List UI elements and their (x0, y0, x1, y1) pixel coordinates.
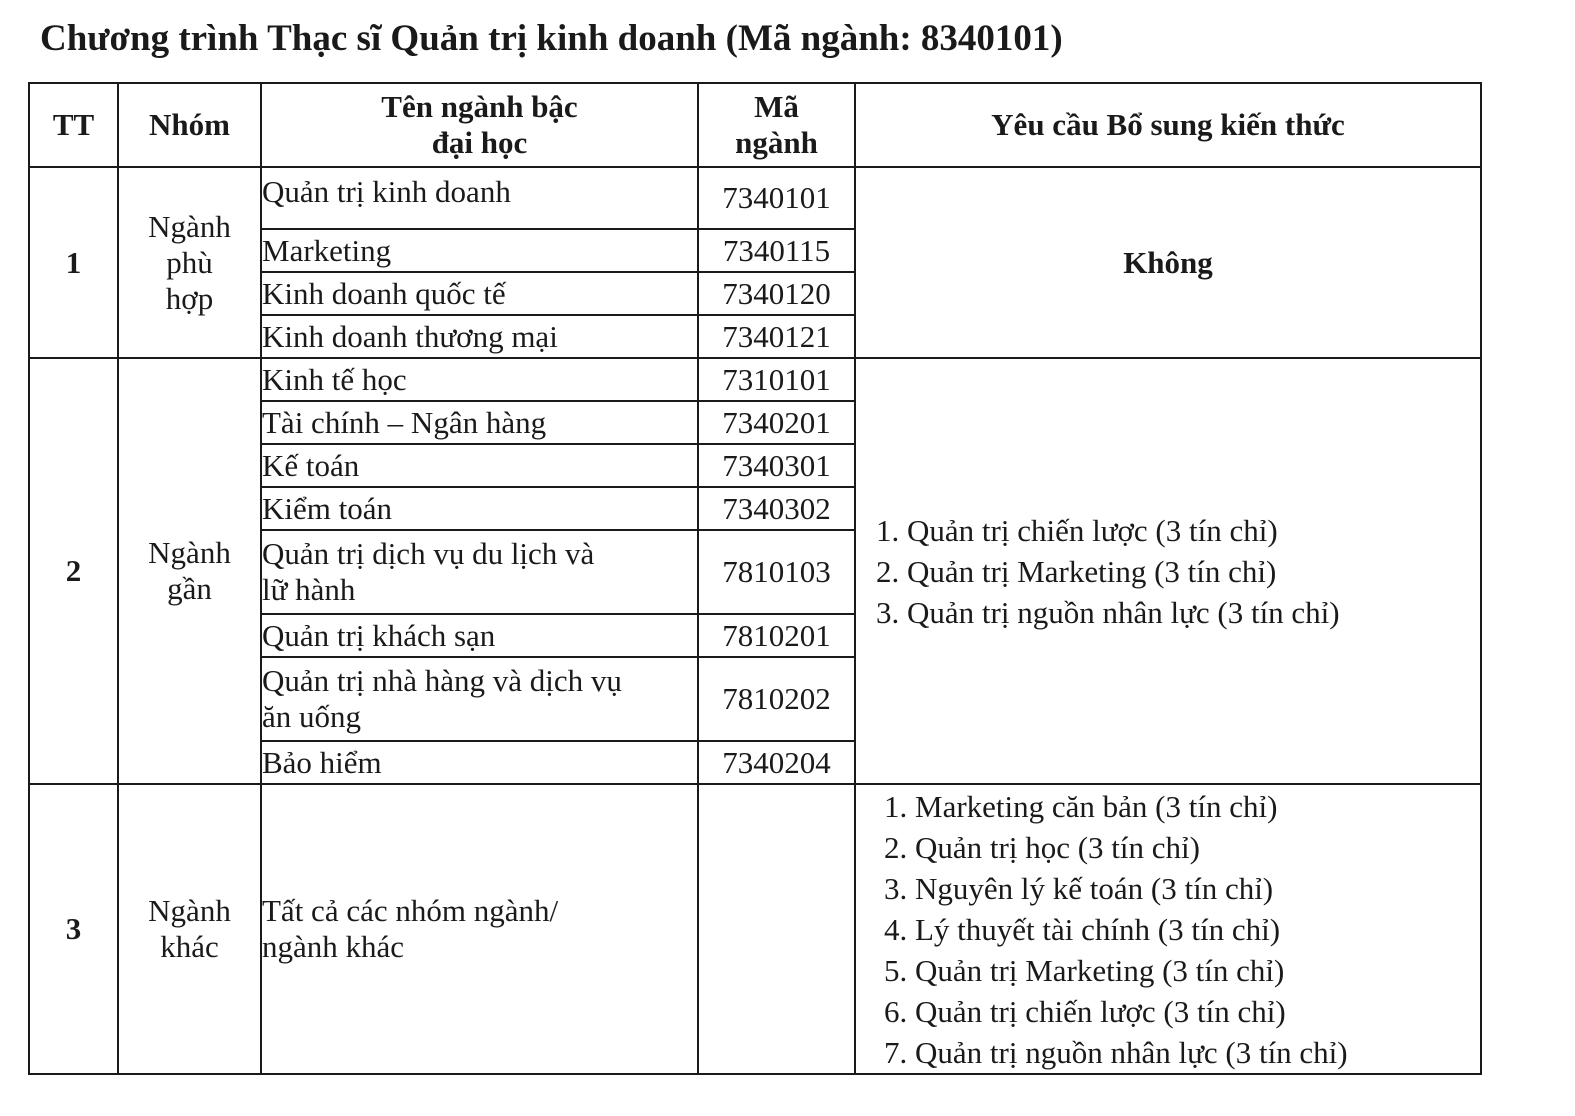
group-name-line: Ngành (148, 208, 231, 244)
requirement-item: 3. Nguyên lý kế toán (3 tín chỉ) (884, 870, 1274, 906)
major-code: 7340121 (698, 315, 855, 358)
header-code (698, 83, 855, 167)
header-tt: TT (29, 83, 118, 167)
requirement-list (855, 784, 1481, 1074)
requirement-none: Không (855, 167, 1481, 358)
table-row (29, 784, 1481, 1074)
header-code-line: ngành (735, 125, 818, 160)
major-code: 7810202 (698, 657, 855, 741)
requirement-item: 6. Quản trị chiến lược (3 tín chỉ) (884, 993, 1286, 1029)
requirement-item: 2. Quản trị Marketing (3 tín chỉ) (876, 553, 1277, 589)
header-major-line: Tên ngành bậc (381, 89, 578, 124)
major-name: Kinh doanh quốc tế (261, 272, 698, 315)
major-name: Kinh doanh thương mại (261, 315, 698, 358)
group-name-line: Ngành (148, 893, 231, 928)
major-code: 7340101 (698, 167, 855, 229)
group-name (118, 784, 261, 1074)
major-name (261, 530, 698, 614)
group-name (118, 358, 261, 784)
major-code: 7340204 (698, 741, 855, 784)
major-name: Quản trị khách sạn (261, 614, 698, 657)
major-code: 7310101 (698, 358, 855, 401)
group-name-line: hợp (165, 280, 214, 316)
major-name: Tài chính – Ngân hàng (261, 401, 698, 444)
major-code: 7340120 (698, 272, 855, 315)
header-code-line: Mã (754, 89, 799, 124)
major-name-line: Quản trị dịch vụ du lịch và (262, 536, 595, 571)
major-name: Kế toán (261, 444, 698, 487)
major-code: 7340115 (698, 229, 855, 272)
major-name: Quản trị kinh doanh (261, 167, 698, 229)
requirement-item: 5. Quản trị Marketing (3 tín chỉ) (884, 952, 1285, 988)
requirement-item: 7. Quản trị nguồn nhân lực (3 tín chỉ) (884, 1034, 1348, 1070)
requirements-table (28, 82, 1482, 1075)
major-name (261, 784, 698, 1074)
group-name (118, 167, 261, 358)
table-row (29, 167, 1481, 229)
table-row (29, 358, 1481, 401)
group-number: 1 (29, 167, 118, 358)
major-name: Kinh tế học (261, 358, 698, 401)
group-name-line: khác (160, 929, 219, 964)
requirement-item: 2. Quản trị học (3 tín chỉ) (884, 829, 1200, 865)
major-code: 7810103 (698, 530, 855, 614)
page-title: Chương trình Thạc sĩ Quản trị kinh doanh (Mã ngành: 8340101) (40, 18, 1063, 59)
major-name: Kiểm toán (261, 487, 698, 530)
major-name: Marketing (261, 229, 698, 272)
requirement-item: 1. Marketing căn bản (3 tín chỉ) (884, 788, 1278, 824)
major-code (698, 784, 855, 1074)
major-name-line: lữ hành (262, 572, 356, 607)
group-name-line: gần (167, 571, 212, 606)
major-code: 7340201 (698, 401, 855, 444)
header-group: Nhóm (118, 83, 261, 167)
requirement-item: 1. Quản trị chiến lược (3 tín chỉ) (876, 512, 1278, 548)
major-name-line: ăn uống (262, 699, 362, 734)
major-name-line: Quản trị nhà hàng và dịch vụ (262, 663, 622, 698)
major-name-line: Tất cả các nhóm ngành/ (262, 893, 559, 928)
requirement-item: 4. Lý thuyết tài chính (3 tín chỉ) (884, 911, 1281, 947)
major-code: 7340301 (698, 444, 855, 487)
major-code: 7810201 (698, 614, 855, 657)
header-row (29, 83, 1481, 167)
major-name: Bảo hiểm (261, 741, 698, 784)
header-major-line: đại học (431, 125, 528, 160)
group-number: 2 (29, 358, 118, 784)
major-name (261, 657, 698, 741)
major-name-line: ngành khác (262, 929, 405, 964)
header-major (261, 83, 698, 167)
major-code: 7340302 (698, 487, 855, 530)
requirement-item: 3. Quản trị nguồn nhân lực (3 tín chỉ) (876, 594, 1340, 630)
group-name-line: Ngành (148, 535, 231, 570)
requirement-list (855, 358, 1481, 784)
group-name-line: phù (166, 244, 213, 280)
header-requirement: Yêu cầu Bổ sung kiến thức (855, 83, 1481, 167)
group-number: 3 (29, 784, 118, 1074)
